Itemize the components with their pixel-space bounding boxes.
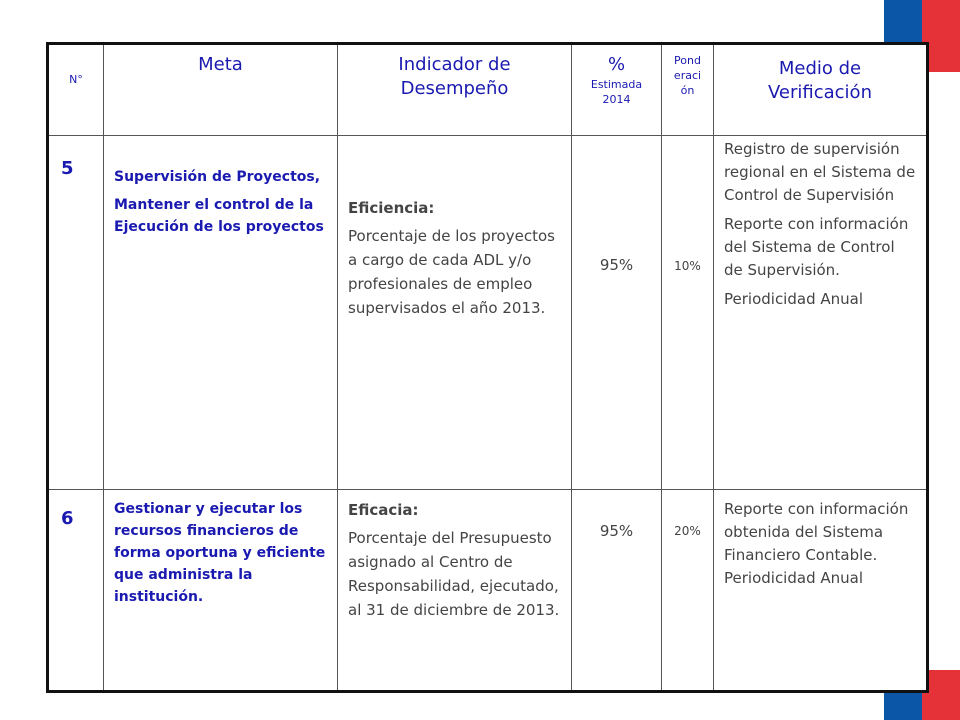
table-header-row [48,44,928,136]
header-estimated-percent [572,44,662,136]
table-row [48,136,928,490]
row-verification-paragraph: Reporte con información del Sistema de Control de Supervisión. [724,215,909,279]
row-indicator-text: Porcentaje de los proyectos a cargo de cada ADL y/o profesionales de empleo supervisados el año 2013. [348,227,555,317]
table-row [48,490,928,692]
row-goal-paragraph: Supervisión de Proyectos, [114,169,321,185]
row-indicator [338,490,572,692]
row-number: 6 [48,490,104,692]
row-estimated-percent: 95% [572,490,662,692]
row-indicator [338,136,572,490]
header-indicator-line2: Desempeño [400,78,509,99]
row-goal [104,490,338,692]
header-number-label: N° [69,73,83,86]
row-verification-paragraph: Reporte con información obtenida del Sistema Financiero Contable. Periodicidad Anual [724,500,909,587]
header-weight-line3: ón [680,84,695,97]
header-percent-symbol: % [607,54,626,75]
row-verification [714,490,928,692]
header-verification-line2: Verificación [768,82,872,103]
header-indicator-line1: Indicador de [398,54,511,75]
row-indicator-text: Porcentaje del Presupuesto asignado al Centro de Responsabilidad, ejecutado, al 31 de diciembre de 2013. [348,529,560,619]
header-weight-line2: eraci [673,69,702,82]
row-indicator-label: Eficiencia: [348,199,435,217]
goals-table [46,42,929,693]
header-percent-sub2: 2014 [602,93,631,106]
row-number: 5 [48,136,104,490]
header-verification-line1: Medio de [778,58,862,79]
row-estimated-percent: 95% [572,136,662,490]
row-verification-paragraph: Periodicidad Anual [724,290,863,308]
row-goal-paragraph: Mantener el control de la Ejecución de los proyectos [114,197,324,235]
row-weight: 10% [662,136,714,490]
row-goal [104,136,338,490]
row-weight: 20% [662,490,714,692]
row-indicator-label: Eficacia: [348,501,419,519]
header-weight-line1: Pond [674,54,701,67]
header-verification [714,44,928,136]
header-goal-label: Meta [198,54,243,75]
header-weight [662,44,714,136]
row-verification-paragraph: Registro de supervisión regional en el Sistema de Control de Supervisión [724,140,916,204]
row-goal-paragraph: Gestionar y ejecutar los recursos financieros de forma oportuna y eficiente que administra la institución. [114,501,326,605]
header-indicator [338,44,572,136]
row-verification [714,136,928,490]
header-goal [104,44,338,136]
header-percent-sub1: Estimada [590,78,643,91]
header-number [48,44,104,136]
